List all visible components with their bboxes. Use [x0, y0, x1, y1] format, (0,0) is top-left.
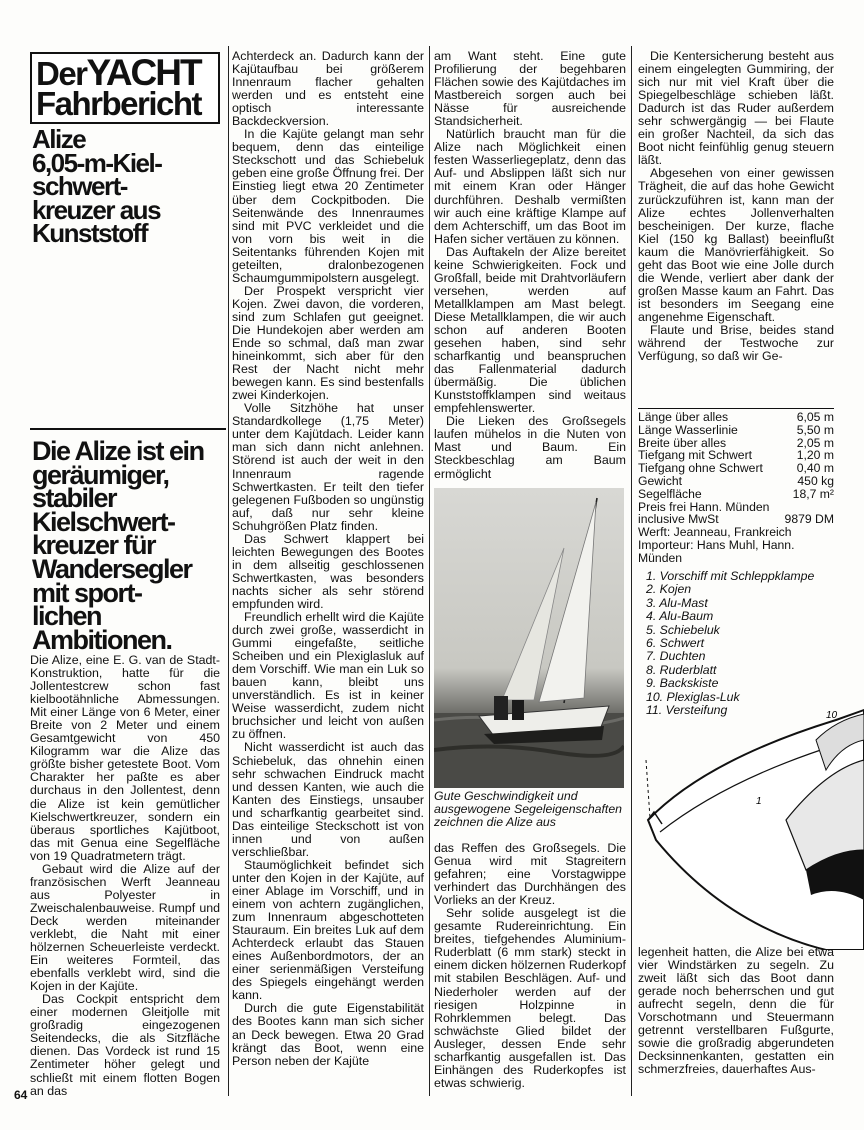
- spec-label: Segelfläche: [638, 486, 702, 501]
- subheadline-line: lichen: [32, 601, 102, 632]
- legend-item: 6. Schwert: [646, 636, 705, 651]
- spec-label: Tiefgang ohne Schwert: [638, 461, 763, 476]
- headline-line: Alize: [32, 124, 86, 154]
- logo-yacht: YACHT: [86, 52, 201, 93]
- spec-row: [638, 411, 834, 424]
- paragraph: Achterdeck an. Dadurch kann der Kajütaufbau bei größerem Innenraum flacher gehalten werden und es entsteht eine optisch interessante Backdeckversion.: [232, 49, 424, 129]
- paragraph: Das Schwert klappert bei leichten Bewegungen des Bootes in dem allseitig geschlossenen Schwertkasten, was besonders nachts sicher als sehr störend empfunden wird.: [232, 531, 424, 611]
- legend-item: 1. Vorschiff mit Schleppklampe: [646, 569, 815, 583]
- spec-line: Münden: [638, 550, 683, 565]
- photo-caption: Gute Geschwindigkeit und ausgewogene Segeleigenschaften zeichnen die Alize aus: [434, 789, 623, 830]
- spec-value: 1,20 m: [796, 448, 834, 463]
- paragraph: legenheit hatten, die Alize bei etwa vier Windstärken zu segeln. Zu zweit läßt sich das Boot dann gerade noch beherrschen und gut aufrecht segeln, denn die für Vorschotmann und Steuermann getrennt verstellbaren Fußgurte, sowie die großradig abgerundeten Decksinnenkanten, gestatten ein schmerzfreies, dauerhaftes Aus-: [638, 945, 834, 1077]
- subheadline-line: Ambitionen.: [32, 624, 172, 655]
- column-3-bottom: [434, 842, 626, 1090]
- spec-value: 5,50 m: [796, 422, 834, 437]
- headline: [32, 124, 230, 248]
- subheadline-line: geräumiger,: [32, 459, 169, 490]
- paragraph: Staumöglichkeit befindet sich unter den Kojen in der Kajüte, auf einer Ablage im Vorschiff, und in einem von achtern zugänglichen, zum Innenraum abgeschotteten Stauraum. Ein breites Luk auf dem Achterdeck erlaubt das Stauen eines Außenbordmotors, der an einer serienmäßigen Versteifung des Spiegels eingehängt werden kann.: [232, 857, 424, 1003]
- paragraph: Abgesehen von einer gewissen Trägheit, die auf das hohe Gewicht zurückzuführen ist, kann man der Alize echtes Jollenverhalten bescheinigen. Der kurze, flache Kiel (150 kg Ballast) beeinflußt kaum die Manövrierfähigkeit. So geht das Boot wie eine Jolle durch die Wende, verliert aber dank der großen Masse kaum an Fahrt. Das ist besonders im Seegang eine angenehme Eigenschaft.: [638, 166, 834, 324]
- paragraph: Die Alize, eine E. G. van de Stadt-Konstruktion, hatte für die Jollentestcrew schon fast kielbootähnliche Abmessungen. Mit einer Länge von 6 Meter, einer Breite von 2 Meter und einem Gesamtgewicht von 450 Kilogramm war die Alize das größte bisher getestete Boot. Vom Charakter her paßte es aber durchaus in den Jollentest, denn die Alize ist kein gemütlicher Kielschwertkreuzer, sondern ein überaus sportliches Kajütboot, das mit Genua eine Segelfläche von 19 Quadratmetern trägt.: [30, 653, 220, 863]
- subheadline-line: mit sport-: [32, 577, 142, 608]
- column-2: [232, 50, 424, 1068]
- spec-value: 450 kg: [797, 473, 834, 488]
- paragraph: Volle Sitzhöhe hat unser Standardkollege (1,75 Meter) unter dem Kajütdach. Leider kann man sich dann nicht anlehnen. Störend ist auch der weit in den Innenraum ragende Schwertkasten. Er teilt den tiefer gelegenen Fußboden so ungünstig auf, daß nur sehr kleine Schuhgrößen Platz finden.: [232, 401, 424, 533]
- legend-item: 3. Alu-Mast: [646, 595, 708, 610]
- paragraph: Nicht wasserdicht ist auch das Schiebeluk, das ohnehin einen sehr schwachen Eindruck macht und dessen Kanten, wie auch die Kanten des Einstiegs, unsauber und scharfkantig gearbeitet sind. Das einteilige Steckschott ist von innen und von außen verschließbar.: [232, 740, 424, 859]
- legend-item: 5. Schiebeluk: [646, 622, 720, 637]
- column-1: [30, 654, 220, 1098]
- legend-item: 9. Backskiste: [646, 676, 719, 691]
- sailboat-image: [434, 488, 624, 788]
- paragraph: Die Kentersicherung besteht aus einem eingelegten Gummiring, der sich nur mit viel Kraft über die Spiegelbeschläge schieben läßt. Dadurch ist das Ruder außerdem sehr schwergängig — bei Flaute ein großer Nachteil, da sich das Boot nicht feinfühlig genug steuern läßt.: [638, 49, 834, 168]
- spec-label: Länge über alles: [638, 410, 729, 424]
- headline-line: kreuzer aus: [32, 194, 161, 225]
- legend-item: 2. Kojen: [646, 582, 692, 597]
- sailing-photo: [434, 488, 624, 788]
- paragraph: Natürlich braucht man für die Alize nach Möglichkeit einen festen Wasserliegeplatz, denn das Auf- und Abslippen läßt sich nur mit einem Kran oder Hänger durchführen. Deshalb vermißten wir auch eine kräftige Klampe auf dem Achterschiff, um das Boot im Hafen sicher vertäuen zu können.: [434, 127, 626, 246]
- paragraph: Der Prospekt verspricht vier Kojen. Zwei davon, die vorderen, sind zum Schlafen gut geeignet. Die Hundekojen aber werden am Ende so schmal, daß man zwar hineinkommt, sich aber für den Rest der Nacht nicht mehr bewegen kann. Es sind bestenfalls zwei Kinderkojen.: [232, 283, 424, 403]
- spec-value: 6,05 m: [796, 410, 834, 424]
- paragraph: In die Kajüte gelangt man sehr bequem, denn das einteilige Steckschott und das Schiebeluk geben eine große Öffnung frei. Der Einstieg liegt etwa 20 Zentimeter über dem Cockpitboden. Die Seitenwände des Innenraumes sind mit PVC verkleidet und die von vorn bis weit in die Seitentanks führenden Kojen mit geteilten, dralonbezogenen Schaumgummipolstern ausgelegt.: [232, 127, 424, 285]
- spec-line: Importeur: Hans Muhl, Hann.: [638, 537, 795, 552]
- subheadline-line: Kielschwert-: [32, 506, 175, 537]
- specs-rule: [638, 408, 834, 409]
- logo-der: Der: [36, 55, 87, 92]
- divider: [30, 428, 226, 430]
- subheadline: [32, 436, 230, 655]
- spec-row: [638, 424, 834, 437]
- spec-label: Gewicht: [638, 473, 683, 488]
- legend-item: 4. Alu-Baum: [646, 609, 714, 624]
- column-rule: [429, 46, 430, 1096]
- subheadline-line: kreuzer für: [32, 530, 156, 561]
- spec-label: Breite über alles: [638, 435, 727, 450]
- subheadline-line: Die Alize ist ein: [32, 436, 204, 466]
- subheadline-line: stabiler: [32, 483, 117, 514]
- column-rule: [631, 46, 632, 1096]
- spec-label: inclusive MwSt: [638, 512, 719, 527]
- spec-line: Werft: Jeanneau, Frankreich: [638, 525, 792, 540]
- paragraph: Das Cockpit entspricht dem einer modernen Gleitjolle mit großradig eingezogenen Seitendecks, die als Sitzfläche dienen. Das Vordeck ist rund 15 Zentimeter höher gelegt und schließt mit einem flotten Bogen an das: [30, 992, 220, 1098]
- legend-item: 7. Duchten: [646, 649, 706, 664]
- legend-item: 10. Plexiglas-Luk: [646, 689, 740, 704]
- paragraph: Freundlich erhellt wird die Kajüte durch zwei große, wasserdicht in Gummi eingefaßte, seitliche Scheiben und ein Plexiglasluk auf dem Vorschiff. Wie man ein Luk so bauen kann, bleibt uns unverständlich. Es ist in keiner Weise wasserdicht, zudem nicht bruchsicher und leicht von außen zu öffnen.: [232, 610, 424, 742]
- legend-item: 8. Ruderblatt: [646, 662, 717, 677]
- spec-label: Preis frei Hann. Münden: [638, 499, 770, 514]
- drawing-label-10: 10: [826, 710, 838, 721]
- magazine-logo: [30, 52, 220, 124]
- column-rule: [228, 46, 229, 1096]
- column-4-top: [638, 50, 834, 363]
- paragraph: Sehr solide ausgelegt ist die gesamte Rudereinrichtung. Ein breites, tiefgehendes Aluminium-Ruderblatt (6 mm stark) steckt in einem dicken hölzernen Ruderkopf mit stabilen Beschlägen. Auf- und Niederholer werden auf der riesigen Holzpinne in Rohrklemmen belegt. Das schwächste Glied bildet der Ausleger, dessen Ende sehr scharfkantig ausgefallen ist. Das Einhängen des Ruderkopfes ist etwas schwierig.: [434, 906, 626, 1090]
- spec-value: 9879 DM: [784, 512, 834, 527]
- paragraph: Die Lieken des Großsegels laufen mühelos in die Nuten von Mast und Baum. Ein Steckbeschlag am Baum ermöglicht: [434, 414, 626, 481]
- legend-item: 11. Versteifung: [646, 703, 728, 718]
- headline-line: schwert-: [32, 171, 127, 201]
- column-3-top: [434, 50, 626, 481]
- paragraph: das Reffen des Großsegels. Die Genua wird mit Stagreitern gefahren; eine Vorstagwippe verhindert das Durchhängen des Vorlieks an der Kreuz.: [434, 841, 626, 908]
- spec-label: Länge Wasserlinie: [638, 422, 738, 437]
- drawing-label-1: 1: [756, 796, 762, 807]
- spec-row: [638, 488, 834, 501]
- technical-data: [638, 408, 834, 565]
- headline-line: 6,05-m-Kiel-: [32, 147, 162, 178]
- paragraph: am Want steht. Eine gute Profilierung der begehbaren Flächen sowie des Kajütdaches im Mastbereich sorgen auch bei Nässe für ausreichende Standsicherheit.: [434, 49, 626, 129]
- spec-value: 18,7 m²: [792, 486, 834, 501]
- column-4-bottom: [638, 946, 834, 1076]
- page-number: 64: [14, 1088, 28, 1102]
- spec-value: 2,05 m: [796, 435, 834, 450]
- hull-drawing: [636, 700, 864, 950]
- paragraph: Gebaut wird die Alize auf der französischen Werft Jeanneau aus Polyester in Zweischalenbauweise. Rumpf und Deck werden miteinander verklebt, die Naht mit einer hölzernen Scheuerleiste verdeckt. Ein weiteres Formteil, das ebenfalls verklebt wird, sind die Kojen in der Kajüte.: [30, 861, 220, 994]
- spec-label: Tiefgang mit Schwert: [638, 448, 753, 463]
- parts-legend: [646, 570, 814, 717]
- spec-value: 0,40 m: [796, 461, 834, 476]
- spec-row: [638, 475, 834, 488]
- subheadline-line: Wandersegler: [32, 553, 192, 584]
- paragraph: Das Auftakeln der Alize bereitet keine Schwierigkeiten. Fock und Großfall, beide mit Drahtvorläufern versehen, werden auf Metallklampen am Mast belegt. Diese Metallklampen, die wir auch schon auf anderen Booten gesehen haben, sind sehr scharfkantig und beanspruchen das Fallenmaterial dadurch übermäßig. Die üblichen Kunststoffklampen sind weitaus empfehlenswerter.: [434, 244, 626, 416]
- paragraph: Durch die gute Eigenstabilität des Bootes kann man sich sicher an Deck bewegen. Etwa 20 Grad krängt das Boot, wenn eine Person neben der Kajüte: [232, 1001, 424, 1068]
- paragraph: Flaute und Brise, beides stand während der Testwoche zur Verfügung, so daß wir Ge-: [638, 322, 834, 364]
- logo-fahrbericht: Fahrbericht: [36, 85, 202, 122]
- headline-line: Kunststoff: [32, 218, 147, 248]
